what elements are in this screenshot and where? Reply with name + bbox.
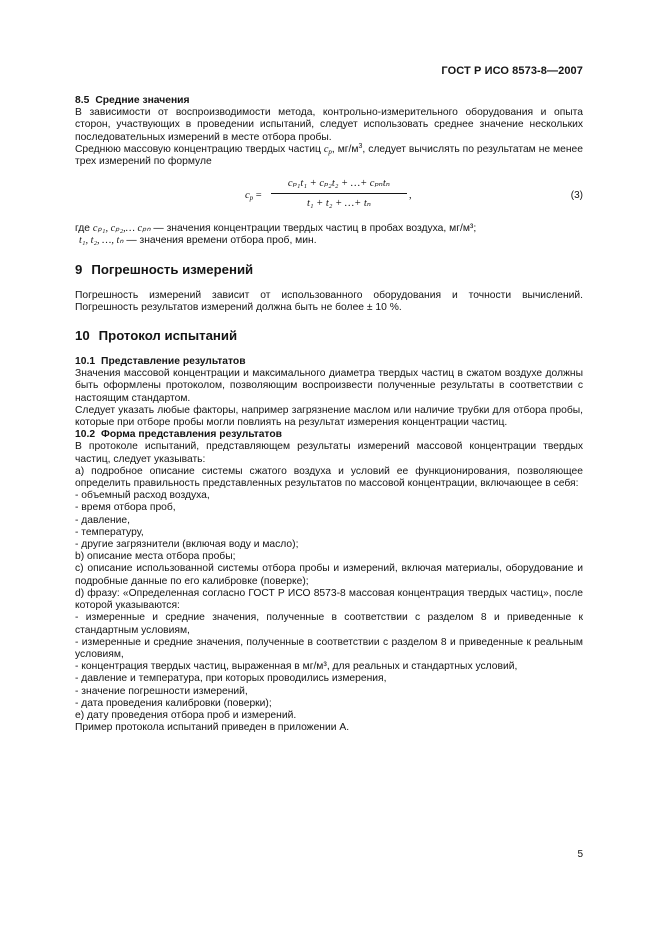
sub-list-item: [75, 490, 583, 502]
legend-line: где cₚ₁, cₚ₂,… cₚₙ — значения концентрации твердых частиц в пробах воздуха, мг/м³;: [75, 223, 477, 235]
sub-list-item-text: - измеренные и средние значения, полученные в соответствии с разделом 8 и приведенные к стандартным условиям,: [75, 612, 583, 636]
formula-number: (3): [570, 190, 583, 202]
section-number: 9: [75, 261, 83, 277]
list-item-a: [75, 466, 583, 490]
sub-list-item: [75, 539, 583, 551]
paragraph: [75, 368, 583, 405]
subsection-heading-10-2: [75, 429, 583, 441]
formula-fraction: [271, 177, 407, 211]
closing-paragraph: [75, 722, 583, 734]
subsection-heading-8-5: [75, 95, 583, 107]
list-item-text: c) описание использованной системы отбора пробы и измерений, включая материалы, оборудование и подробные данные по его калибровке (поверке);: [75, 563, 583, 587]
variable-subscript: p: [328, 147, 332, 156]
formula-lhs: $c_p$ =: [245, 190, 262, 203]
sub-list-item-text: - время отбора проб,: [75, 502, 176, 514]
sub-list-item-text: - значение погрешности измерений,: [75, 685, 248, 697]
sub-list-item-text: - температуру,: [75, 526, 144, 538]
sub-list-item: [75, 637, 583, 661]
sub-list-item-text: - дата проведения калибровки (поверки);: [75, 697, 272, 709]
sub-list-item-text: - измеренные и средние значения, полученные в соответствии с разделом 8 и приведенные к реальным условиям,: [75, 636, 583, 660]
paragraph-text: Значения массовой концентрации и максимального диаметра твердых частиц в сжатом воздухе должны быть оформлены протоколом, позволяющим воспроизвести полученные результаты в соответствии с настоящим стандартом.: [75, 368, 583, 404]
list-item-b: [75, 551, 583, 563]
legend-line: [75, 235, 583, 247]
subsection-heading-10-1: [75, 356, 583, 368]
paragraph-text: Среднюю массовую концентрацию твердых частиц: [75, 143, 321, 155]
subsection-number: 10.1: [75, 356, 96, 368]
paragraph-text: , следует вычислять по результатам не менее трех измерений по формуле: [75, 143, 583, 168]
formula-3: [75, 171, 583, 219]
section-title: Протокол испытаний: [98, 328, 238, 344]
section-number: 10: [75, 328, 90, 344]
paragraph: [75, 144, 583, 168]
sub-list-item: [75, 515, 583, 527]
paragraph-text: В зависимости от воспроизводимости метода, контрольно-измерительного оборудования и опыта сторон, участвующих в проведении испытаний, следует использовать среднее значение нескольких последовательных измерений в месте отбора пробы.: [75, 107, 583, 143]
subsection-title: Форма представления результатов: [101, 429, 282, 441]
paragraph: [75, 405, 583, 429]
paragraph-text: Погрешность измерений зависит от использованного оборудования и точности вычислений. Погрешность результатов измерений должна быть не более ± 10 %.: [75, 289, 583, 313]
sub-list-item-text: - объемный расход воздуха,: [75, 490, 210, 502]
sub-list-item-text: - давление и температура, при которых проводились измерения,: [75, 673, 387, 685]
list-item-text: b) описание места отбора пробы;: [75, 551, 236, 563]
paragraph-text: Пример протокола испытаний приведен в приложении А.: [75, 722, 350, 734]
legend-text: — значения времени отбора проб, мин.: [123, 235, 317, 247]
subsection-number: 8.5: [75, 95, 90, 106]
paragraph-text: , мг/м: [331, 143, 359, 155]
paragraph: [75, 290, 583, 314]
variable: c: [323, 143, 329, 155]
paragraph-text: В протоколе испытаний, представляющем результаты измерений массовой концентрации твердых частиц, следует указывать:: [75, 441, 583, 465]
sub-list-item: [75, 612, 583, 636]
list-item-d: [75, 588, 583, 612]
sub-list-item: [75, 686, 583, 698]
section-heading-9: [75, 262, 583, 277]
formula-comma: ,: [409, 190, 412, 202]
list-item-e: [75, 710, 583, 722]
document-id-header: ГОСТ Р ИСО 8573-8—2007: [441, 65, 583, 77]
legend-variables: t₁, t₂, …, tₙ: [79, 235, 124, 247]
section-title: Погрешность измерений: [91, 261, 254, 277]
list-item-text: e) дату проведения отбора проб и измерений.: [75, 709, 297, 721]
formula-denominator: t₁ + t₂ + …+ tₙ: [306, 198, 372, 210]
sub-list-item: [75, 502, 583, 514]
sub-list-item-text: - другие загрязнители (включая воду и масло);: [75, 539, 299, 551]
paragraph: [75, 441, 583, 465]
formula-legend: [75, 223, 583, 247]
page-body: [75, 95, 583, 734]
formula-numerator: cₚ₁t₁ + cₚ₂t₂ + …+ cₚₙtₙ: [287, 178, 391, 190]
sub-list-item: [75, 698, 583, 710]
legend-text: — значения концентрации твердых частиц в пробах воздуха, мг/м³;: [150, 223, 477, 235]
subsection-title: Средние значения: [95, 95, 190, 106]
list-item-text: d) фразу: «Определенная согласно ГОСТ Р ИСО 8573-8 массовая концентрация твердых частиц», после которой указываются:: [75, 587, 583, 612]
sub-list-item-text: - концентрация твердых частиц, выраженная в мг/м³, для реальных и стандартных условий,: [75, 661, 518, 673]
paragraph: [75, 107, 583, 144]
sub-list-item: [75, 673, 583, 685]
legend-variables: cₚ₁, cₚ₂,… cₚₙ: [92, 223, 151, 235]
sub-list-item: [75, 661, 583, 673]
list-item-c: [75, 563, 583, 587]
sub-list-item: [75, 527, 583, 539]
fraction-bar: [271, 193, 407, 194]
paragraph-text: Следует указать любые факторы, например загрязнение маслом или наличие трубки для отбора пробы, которые при отборе пробы могли повлиять на результат измерения концентрации частиц.: [75, 404, 583, 429]
subsection-title: Представление результатов: [101, 356, 246, 368]
page-number: 5: [577, 849, 583, 860]
section-heading-10: [75, 328, 583, 343]
list-item-text: а) подробное описание системы сжатого воздуха и условий ее функционирования, позволяющее определить правильность представленных результатов по массовой концентрации, включающее в себя:: [75, 465, 583, 490]
superscript: 3: [358, 142, 363, 150]
subsection-number: 10.2: [75, 429, 96, 441]
sub-list-item-text: - давление,: [75, 514, 131, 526]
